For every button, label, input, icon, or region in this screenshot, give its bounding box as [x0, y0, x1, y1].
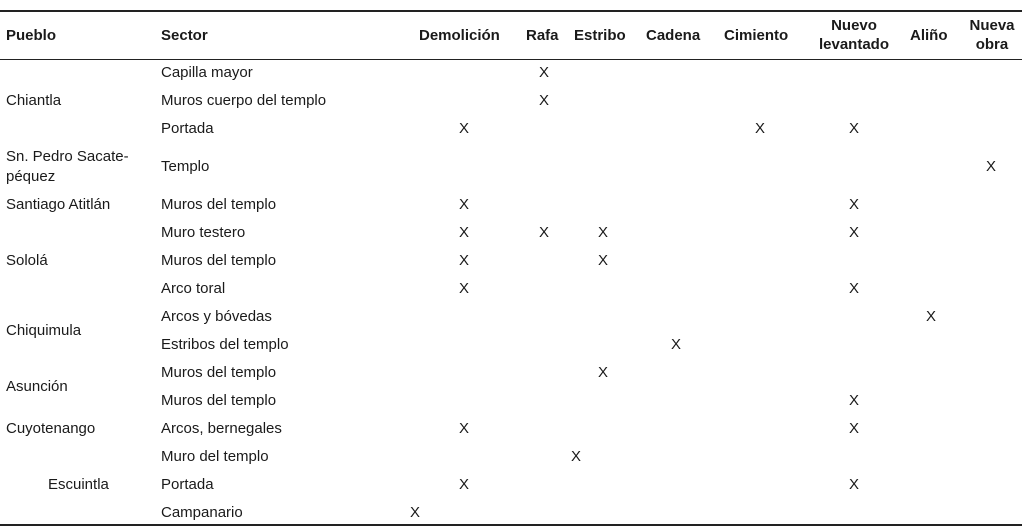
mark-alino: X	[925, 308, 936, 325]
mark-cimiento: X	[754, 120, 765, 137]
sector-cell: Muros del templo	[161, 392, 277, 409]
sector-cell: Muros del templo	[161, 252, 277, 269]
header-alino: Aliño	[910, 27, 948, 44]
mark-nuevo-levantado: X	[848, 392, 859, 409]
pueblo-cell	[48, 475, 109, 495]
pueblo-cell	[6, 195, 110, 215]
mark-demolicion: X	[458, 252, 469, 269]
header-nuevo-levantado-line-1: Nuevo	[831, 17, 877, 34]
sector-cell: Portada	[161, 120, 214, 137]
sector-cell: Capilla mayor	[161, 64, 253, 81]
pueblo-line: Chiantla	[6, 92, 62, 109]
header-nueva-obra	[962, 16, 1022, 54]
mark-nuevo-levantado: X	[848, 420, 859, 437]
header-nuevo-levantado	[814, 16, 894, 54]
mark-demolicion: X	[458, 420, 469, 437]
sector-cell: Arco toral	[161, 280, 226, 297]
mark-estribo: X	[597, 252, 608, 269]
pueblo-cell	[6, 419, 95, 439]
mark-pre-demolicion: X	[409, 504, 420, 521]
sector-cell: Arcos y bóvedas	[161, 308, 272, 325]
mark-cadena: X	[670, 336, 681, 353]
header-nuevo-levantado-line-2: levantado	[818, 36, 890, 53]
mark-demolicion: X	[458, 476, 469, 493]
header-rule	[0, 59, 1022, 60]
header-cadena: Cadena	[646, 27, 701, 44]
header-demolicion: Demolición	[419, 27, 500, 44]
pueblo-line: Chiquimula	[6, 322, 82, 339]
pueblo-line: Santiago Atitlán	[6, 196, 111, 213]
mark-nuevo-levantado: X	[848, 224, 859, 241]
sector-cell: Campanario	[161, 504, 243, 521]
mark-demolicion: X	[458, 196, 469, 213]
mark-nueva-obra: X	[985, 158, 996, 175]
sector-cell: Muro testero	[161, 224, 246, 241]
sector-cell: Muro del templo	[161, 448, 269, 465]
pueblo-line: Asunción	[6, 378, 68, 395]
mark-nuevo-levantado: X	[848, 280, 859, 297]
mark-demolicion: X	[458, 280, 469, 297]
header-pueblo: Pueblo	[6, 27, 57, 44]
sector-cell: Muros del templo	[161, 196, 277, 213]
pueblo-cell	[6, 251, 48, 271]
mark-rafa: X	[538, 224, 549, 241]
mark-rafa: X	[538, 64, 549, 81]
mark-nuevo-levantado: X	[848, 120, 859, 137]
pueblo-cell	[6, 321, 81, 341]
pueblo-cell	[6, 91, 61, 111]
header-nueva-obra-line-1: Nueva	[969, 17, 1015, 34]
top-rule	[0, 10, 1022, 12]
bottom-rule	[0, 524, 1022, 526]
pueblo-line: péquez	[6, 168, 56, 185]
mark-nuevo-levantado: X	[848, 476, 859, 493]
pueblo-line: Sololá	[6, 252, 48, 269]
pueblo-cell	[6, 147, 129, 187]
sector-cell: Muros del templo	[161, 364, 277, 381]
pueblo-line: Cuyotenango	[6, 420, 96, 437]
sector-cell: Templo	[161, 158, 210, 175]
sector-cell: Portada	[161, 476, 214, 493]
header-rafa: Rafa	[526, 27, 559, 44]
pueblo-line: Escuintla	[48, 476, 109, 493]
mark-estribo: X	[597, 364, 608, 381]
header-sector: Sector	[161, 27, 208, 44]
mark-demolicion: X	[458, 120, 469, 137]
header-estribo: Estribo	[574, 27, 626, 44]
pueblo-line: Sn. Pedro Sacate-	[6, 148, 129, 165]
pueblo-cell	[6, 377, 68, 397]
mark-nuevo-levantado: X	[848, 196, 859, 213]
sector-cell: Estribos del templo	[161, 336, 289, 353]
header-nueva-obra-line-2: obra	[975, 36, 1009, 53]
mark-estribo: X	[597, 224, 608, 241]
mark-rafa-estribo: X	[570, 448, 581, 465]
sector-cell: Arcos, bernegales	[161, 420, 282, 437]
header-cimiento: Cimiento	[724, 27, 789, 44]
mark-rafa: X	[538, 92, 549, 109]
sector-cell: Muros cuerpo del templo	[161, 92, 327, 109]
mark-demolicion: X	[458, 224, 469, 241]
